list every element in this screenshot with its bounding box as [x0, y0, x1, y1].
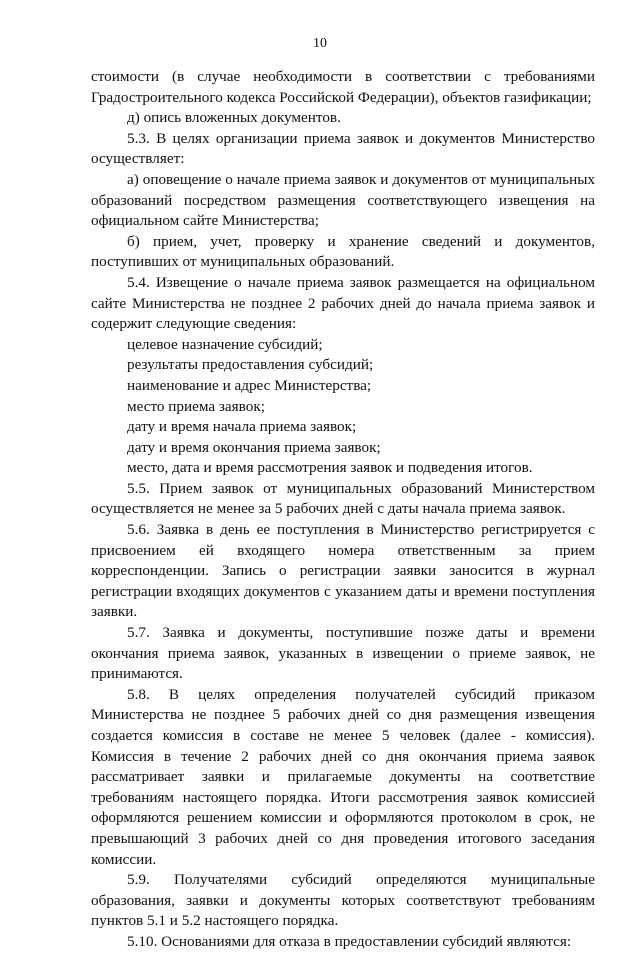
document-body: [91, 67, 595, 953]
list-item: дату и время окончания приема заявок;: [127, 438, 381, 456]
paragraph-5-9: 5.9. Получателями субсидий определяются муниципальные образования, заявки и документы которых соответствуют требованиям пунктов 5.1 и 5.2 настоящего порядка.: [91, 871, 595, 930]
paragraph-5-4: 5.4. Извещение о начале приема заявок размещается на официальном сайте Министерства не позднее 2 рабочих дней до начала приема заявок и содержит следующие сведения:: [91, 273, 595, 333]
paragraph-5-3-a: а) оповещение о начале приема заявок и документов от муниципальных образований посредством размещения соответствующего извещения на официальном сайте Министерства;: [91, 170, 595, 230]
paragraph-continuation: стоимости (в случае необходимости в соответствии с требованиями Градостроительного кодекса Российской Федерации), объектов газификации;: [91, 68, 595, 106]
paragraph-5-3: 5.3. В целях организации приема заявок и документов Министерство осуществляет:: [91, 129, 595, 168]
paragraph-5-10: 5.10. Основаниями для отказа в предоставлении субсидий являются:: [127, 932, 572, 950]
paragraph-5-8: 5.8. В целях определения получателей субсидий приказом Министерства не позднее 5 рабочих дней со дня размещения извещения создается комиссия в составе не менее 5 человек (далее - комиссия). Комиссия в течение 2 рабочих дней со дня окончания приема заявок рассматривает заявки и прилагаемые документы на соответствие требованиям настоящего порядка. Итоги рассмотрения заявок комиссией оформляются решением комиссии и оформляются протоколом в срок, не превышающий 3 рабочих дней со дня проведения итогового заседания комиссии.: [91, 685, 595, 868]
list-item: результаты предоставления субсидий;: [127, 356, 374, 374]
list-item: дату и время начала приема заявок;: [127, 418, 357, 436]
paragraph-list-item-d: д) опись вложенных документов.: [127, 109, 341, 127]
paragraph-5-7: 5.7. Заявка и документы, поступившие позже даты и времени окончания приема заявок, указанных в извещении о приеме заявок, не принимаются.: [91, 624, 595, 683]
list-item: целевое назначение субсидий;: [127, 335, 323, 353]
paragraph-5-3-b: б) прием, учет, проверку и хранение сведений и документов, поступивших от муниципальных образований.: [91, 232, 595, 271]
page-number: 10: [313, 36, 327, 51]
list-item: наименование и адрес Министерства;: [127, 376, 372, 394]
list-item: место приема заявок;: [127, 397, 265, 415]
paragraph-5-6: 5.6. Заявка в день ее поступления в Министерство регистрируется с присвоением ей входящего номера ответственным за прием корреспонденции. Запись о регистрации заявки заносится в журнал регистрации входящих документов с указанием даты и времени поступления заявки.: [91, 521, 595, 621]
list-item: место, дата и время рассмотрения заявок и подведения итогов.: [127, 459, 533, 477]
paragraph-5-5: 5.5. Прием заявок от муниципальных образований Министерством осуществляется не менее за 5 рабочих дней с даты начала приема заявок.: [91, 479, 595, 518]
